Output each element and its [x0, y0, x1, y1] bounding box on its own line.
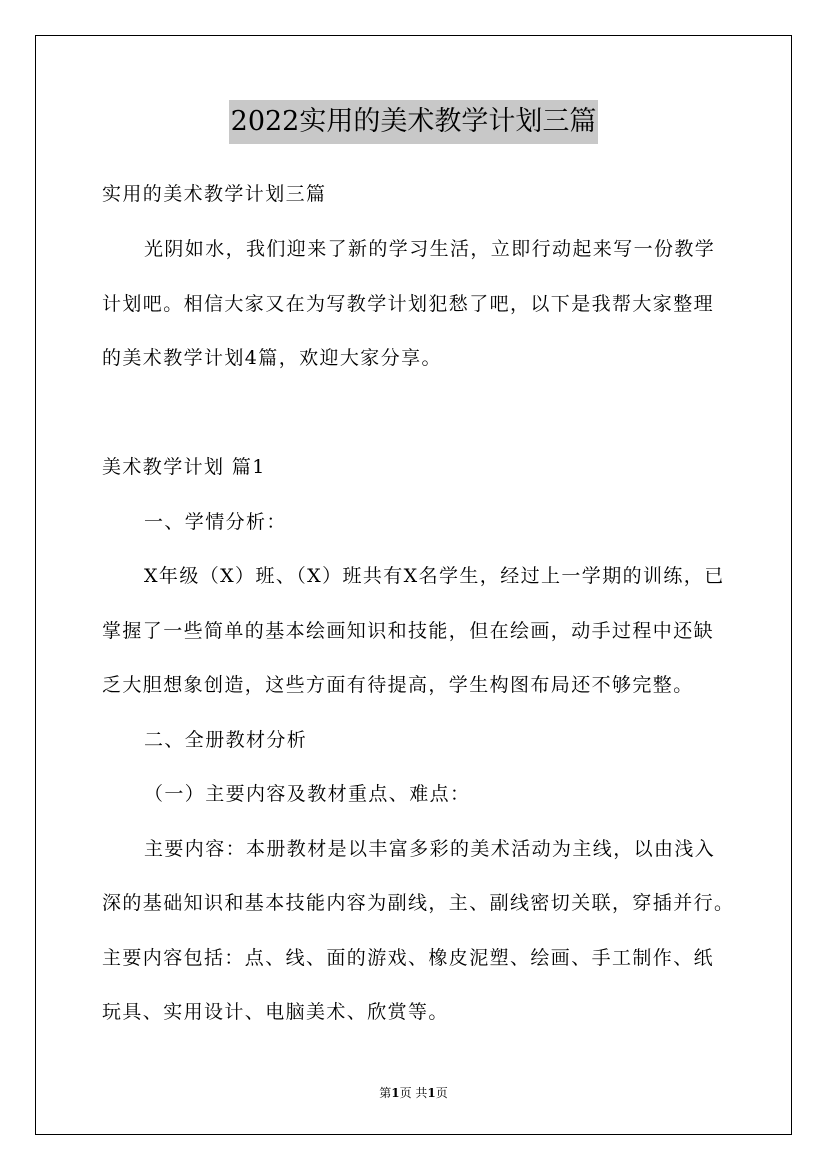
page-number-prefix: 第: [379, 1086, 392, 1100]
paragraph-line: 玩具、实用设计、电脑美术、欣赏等。: [102, 1001, 449, 1023]
section-heading: 美术教学计划 篇1: [102, 456, 266, 478]
subtitle-line: 实用的美术教学计划三篇: [102, 183, 327, 205]
paragraph-line: 计划吧。相信大家又在为写教学计划犯愁了吧，以下是我帮大家整理: [102, 293, 715, 315]
paragraph-line: 乏大胆想象创造，这些方面有待提高，学生构图布局还不够完整。: [102, 674, 694, 696]
paragraph-line: 光阴如水，我们迎来了新的学习生活，立即行动起来写一份教学: [144, 238, 716, 260]
subsection-heading: 一、学情分析：: [144, 511, 287, 533]
title-container: [0, 100, 827, 144]
page-number-current: 1: [391, 1086, 400, 1100]
paragraph-line: 主要内容包括：点、线、面的游戏、橡皮泥塑、绘画、手工制作、纸: [102, 947, 715, 969]
document-title: 2022实用的美术教学计划三篇: [229, 100, 599, 144]
subsection-heading: 二、全册教材分析: [144, 729, 308, 751]
page-footer: [0, 1085, 827, 1101]
paragraph-line: 掌握了一些简单的基本绘画知识和技能，但在绘画，动手过程中还缺: [102, 620, 715, 642]
subsection-heading: （一）主要内容及教材重点、难点：: [144, 783, 471, 805]
paragraph-line: 的美术教学计划4篇，欢迎大家分享。: [102, 347, 442, 369]
page-number-total: 1: [427, 1086, 436, 1100]
paragraph-line: 深的基础知识和基本技能内容为副线，主、副线密切关联，穿插并行。: [102, 892, 735, 914]
page-number-mid: 页 共: [399, 1086, 428, 1100]
page-number-suffix: 页: [435, 1086, 448, 1100]
paragraph-line: 主要内容：本册教材是以丰富多彩的美术活动为主线，以由浅入: [144, 838, 716, 860]
paragraph-line: X年级（X）班、（X）班共有X名学生，经过上一学期的训练，已: [144, 565, 725, 587]
